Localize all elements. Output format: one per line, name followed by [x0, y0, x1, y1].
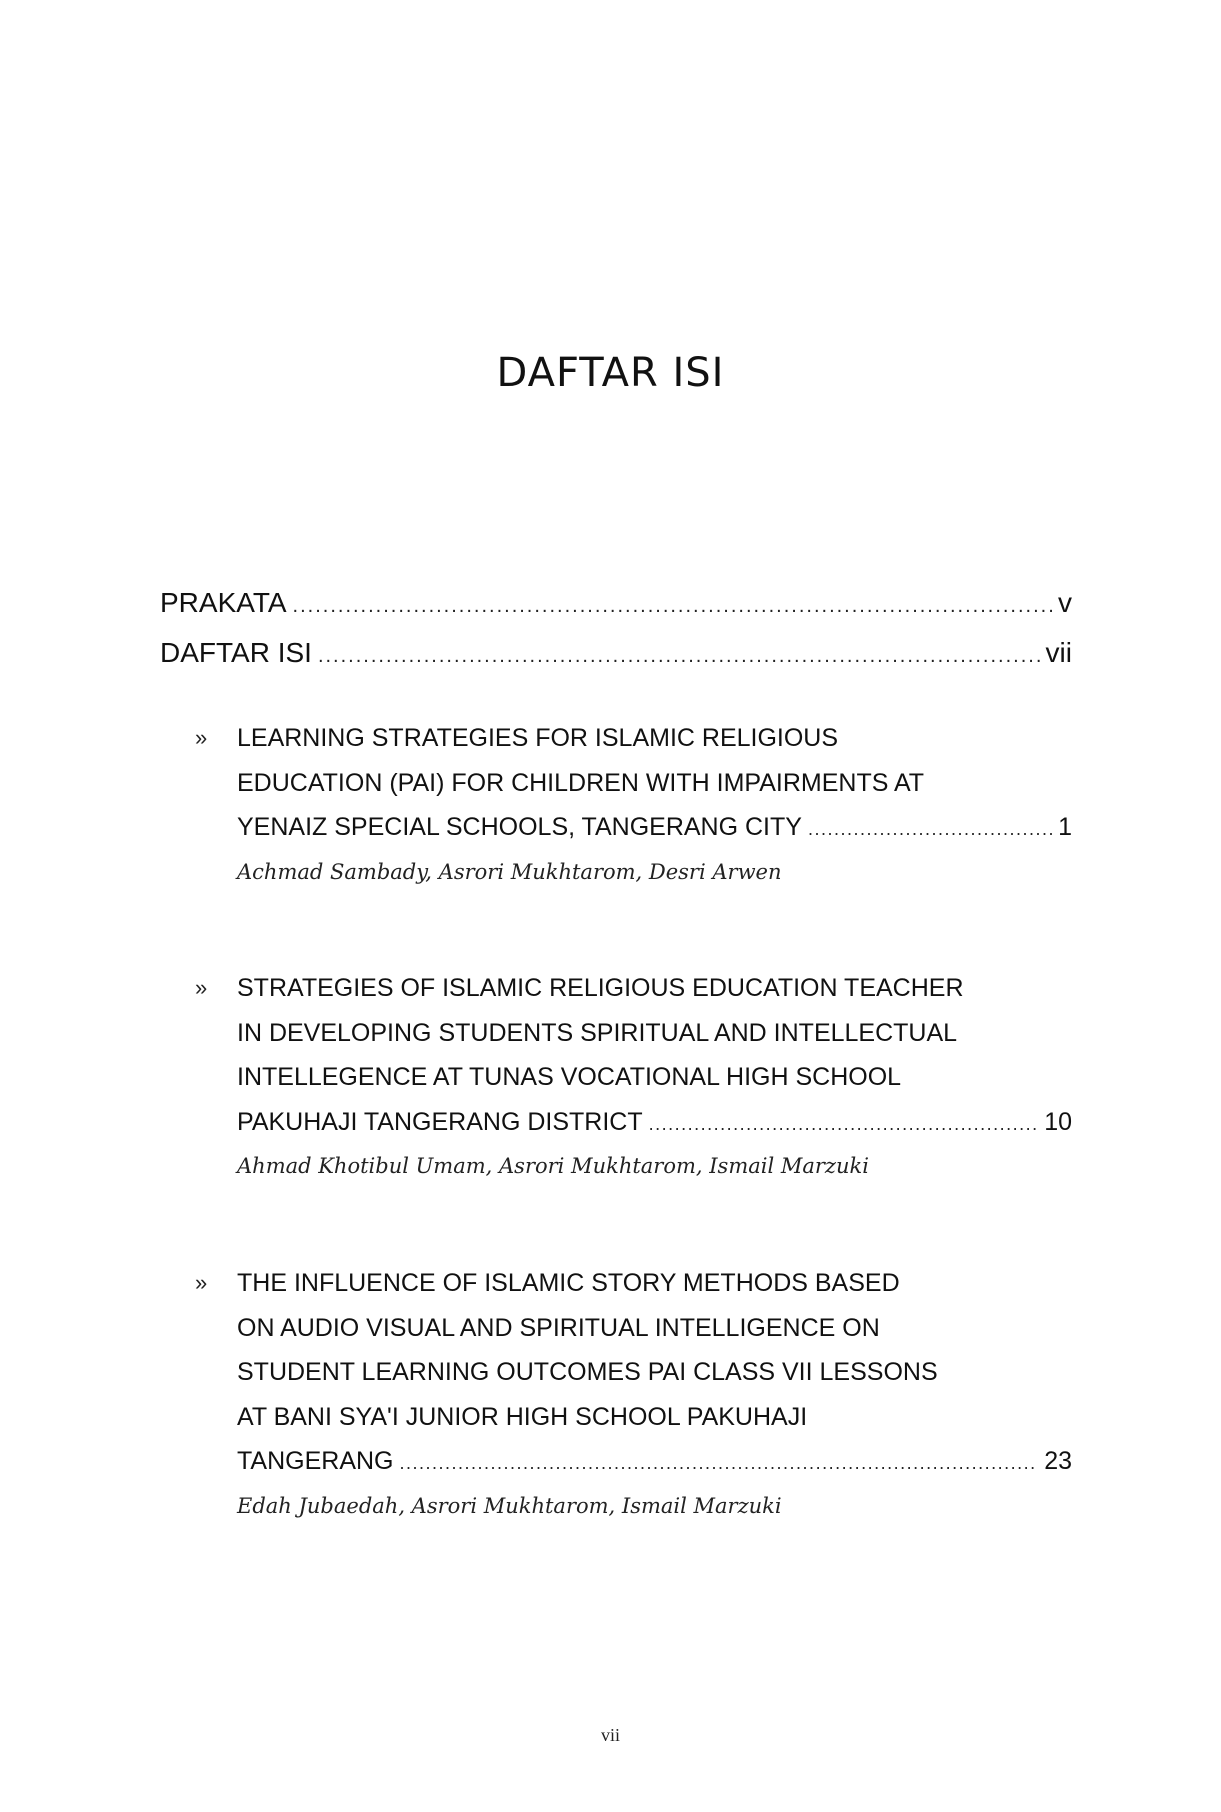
article-title-line: AT BANI SYA'I JUNIOR HIGH SCHOOL PAKUHAJI — [237, 1402, 808, 1431]
article-page: 10 — [1044, 1107, 1072, 1136]
toc-entry-page: vii — [1045, 637, 1072, 668]
article-title-line: STRATEGIES OF ISLAMIC RELIGIOUS EDUCATION TEACHER — [237, 974, 964, 1002]
article-title-line: LEARNING STRATEGIES FOR ISLAMIC RELIGIOUS — [237, 724, 839, 752]
dot-leader — [808, 807, 1052, 852]
article-title-last-line — [237, 805, 1072, 850]
toc-entry-page: v — [1058, 587, 1072, 618]
article-authors: Ahmad Khotibul Umam, Asrori Mukhtarom, Ismail Marzuki — [237, 1154, 869, 1178]
dot-leader — [649, 1102, 1039, 1147]
toc-front-matter — [160, 578, 1072, 678]
dot-leader — [400, 1441, 1039, 1486]
article-page: 1 — [1058, 813, 1072, 841]
toc-article-1[interactable] — [195, 716, 1072, 890]
article-title-last-line — [237, 1100, 1072, 1145]
toc-entry-daftar-isi[interactable] — [160, 628, 1072, 678]
page-number: vii — [600, 1725, 620, 1745]
article-authors: Achmad Sambady, Asrori Mukhtarom, Desri Arwen — [237, 859, 782, 884]
article-title-last-line — [237, 1439, 1072, 1484]
toc-entry-prakata[interactable] — [160, 578, 1072, 628]
article-title-line: THE INFLUENCE OF ISLAMIC STORY METHODS BASED — [237, 1269, 900, 1297]
dot-leader — [293, 581, 1052, 631]
article-title-line: EDUCATION (PAI) FOR CHILDREN WITH IMPAIRMENTS AT — [237, 768, 925, 797]
article-title-line: PAKUHAJI TANGERANG DISTRICT — [237, 1107, 643, 1136]
article-title-line: YENAIZ SPECIAL SCHOOLS, TANGERANG CITY — [237, 813, 802, 841]
toc-article-3[interactable] — [195, 1261, 1072, 1524]
bullet-icon: » — [195, 725, 208, 750]
dot-leader — [318, 631, 1040, 681]
article-title-line: STUDENT LEARNING OUTCOMES PAI CLASS VII LESSONS — [237, 1358, 938, 1386]
toc-entry-label: DAFTAR ISI — [160, 637, 312, 668]
toc-entry-label: PRAKATA — [160, 587, 287, 618]
article-title-line: INTELLEGENCE AT TUNAS VOCATIONAL HIGH SCHOOL — [237, 1063, 902, 1091]
page-title: DAFTAR ISI — [496, 350, 725, 396]
bullet-icon: » — [195, 975, 208, 1000]
article-title-line: TANGERANG — [237, 1447, 394, 1475]
toc-article-2[interactable] — [195, 966, 1072, 1184]
article-title-line: IN DEVELOPING STUDENTS SPIRITUAL AND INTELLECTUAL — [237, 1018, 958, 1047]
article-title-line: ON AUDIO VISUAL AND SPIRITUAL INTELLIGENCE ON — [237, 1313, 880, 1342]
article-page: 23 — [1044, 1447, 1072, 1475]
bullet-icon: » — [195, 1270, 208, 1295]
article-authors: Edah Jubaedah, Asrori Mukhtarom, Ismail Marzuki — [237, 1493, 782, 1518]
